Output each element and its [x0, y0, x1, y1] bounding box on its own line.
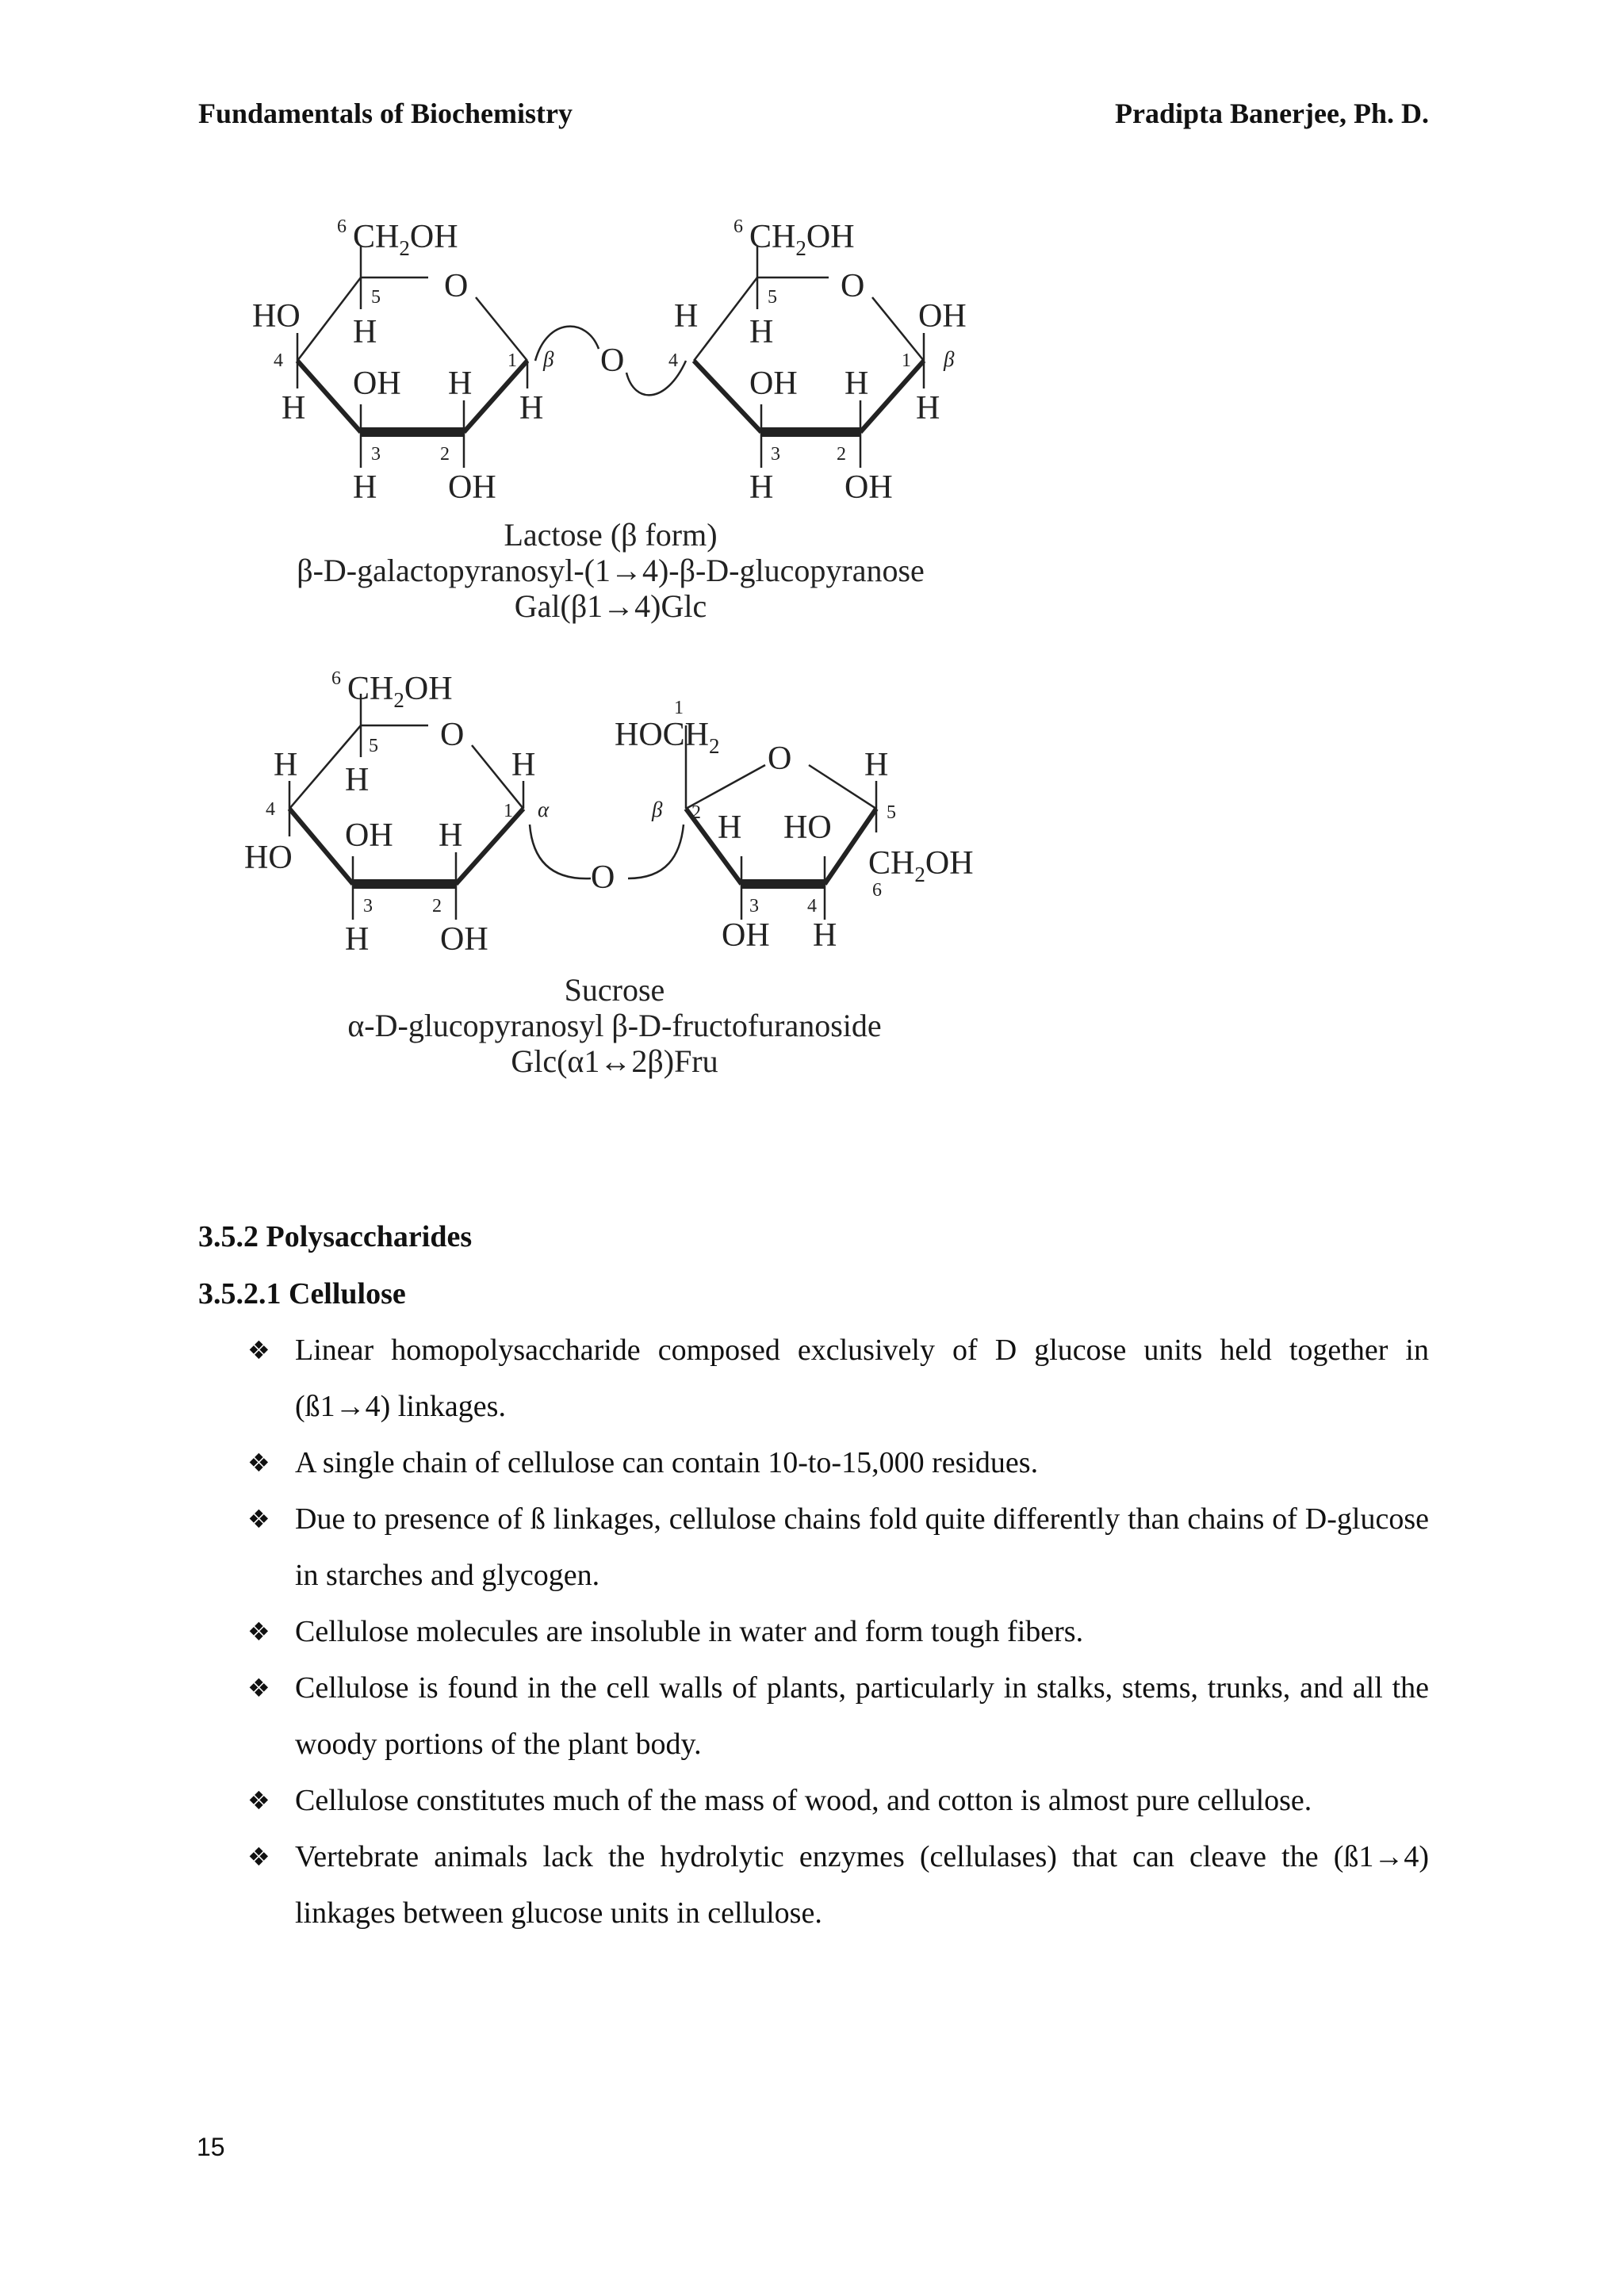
atom-label: 1	[508, 350, 517, 371]
list-item	[198, 1322, 1429, 1435]
cellulose-bullet-list	[198, 1322, 1429, 1942]
hoch2-label: $HOCH_2$	[615, 717, 720, 758]
diamond-bullet-icon: ❖	[247, 1617, 270, 1647]
ch2oh-label: $CH_2OH$	[353, 219, 458, 260]
atom-label: 4	[807, 896, 817, 916]
atom-label: OH	[440, 921, 488, 958]
atom-label: OH	[918, 298, 967, 335]
atom-label: 3	[371, 444, 381, 465]
diamond-bullet-icon: ❖	[247, 1335, 270, 1365]
sucrose-caption-systematic: α-D-glucopyranosyl β-D-fructofuranoside	[347, 1008, 882, 1043]
galactose-ring	[297, 246, 686, 468]
diamond-bullet-icon: ❖	[247, 1785, 270, 1816]
atom-label: H	[511, 747, 536, 783]
atom-label: β	[652, 798, 663, 821]
list-item	[198, 1435, 1429, 1491]
list-item-text: Cellulose constitutes much of the mass of wood, and cotton is almost pure cellulose.	[295, 1784, 1312, 1817]
atom-label: H	[448, 365, 473, 402]
list-item-text: Cellulose is found in the cell walls of plants, particularly in stalks, stems, trunks, and all the woody portions of the plant body.	[295, 1671, 1429, 1761]
atom-label: 4	[266, 799, 275, 820]
diamond-bullet-icon: ❖	[247, 1842, 270, 1872]
ch2oh-label: $CH_2OH$	[749, 219, 855, 260]
list-item	[198, 1491, 1429, 1604]
glycosidic-oxygen-label: O	[591, 859, 615, 896]
atom-label: H	[718, 809, 742, 846]
atom-label: H	[916, 390, 940, 427]
atom-label: OH	[448, 469, 496, 506]
disaccharide-structures-figure	[0, 0, 1624, 1126]
atom-label: OH	[749, 365, 798, 402]
lactose-labels	[252, 216, 967, 506]
atom-label: 4	[274, 350, 283, 371]
list-item-text: Due to presence of ß linkages, cellulose chains fold quite differently than chains of D-glucose in starches and glycogen.	[295, 1502, 1429, 1592]
header-title: Fundamentals of Biochemistry	[198, 98, 573, 129]
atom-label: OH	[722, 917, 770, 954]
atom-label: β	[543, 347, 554, 371]
atom-label: 2	[440, 444, 450, 465]
atom-label: H	[519, 390, 544, 427]
header-author: Pradipta Banerjee, Ph. D.	[1115, 98, 1429, 129]
atom-label: H	[345, 921, 370, 958]
ring-oxygen-label: O	[841, 268, 865, 304]
atom-label: H	[353, 469, 377, 506]
ch2oh-label: $CH_2OH$	[868, 845, 974, 886]
list-item-text: Linear homopolysaccharide composed exclusively of D glucose units held together in (ß1→4) linkages.	[295, 1334, 1429, 1423]
list-item	[198, 1773, 1429, 1829]
atom-label: H	[282, 390, 306, 427]
diamond-bullet-icon: ❖	[247, 1504, 270, 1534]
atom-label: β	[944, 347, 955, 371]
diamond-bullet-icon: ❖	[247, 1448, 270, 1478]
atom-label: 6	[331, 668, 341, 689]
atom-label: 1	[902, 350, 911, 371]
atom-label: 3	[749, 896, 759, 916]
atom-label: 4	[668, 350, 678, 371]
atom-label: H	[749, 469, 774, 506]
list-item-text: A single chain of cellulose can contain 10-to-15,000 residues.	[295, 1446, 1039, 1479]
atom-label: 5	[768, 287, 777, 308]
lactose-caption-name: Lactose (β form)	[504, 517, 718, 553]
atom-label: HO	[244, 840, 293, 876]
atom-label: 2	[691, 802, 701, 823]
atom-label: 1	[674, 698, 684, 718]
atom-label: 5	[369, 736, 378, 756]
atom-label: H	[439, 817, 463, 854]
ch2oh-label: $CH_2OH$	[347, 671, 453, 712]
section-heading-cellulose: 3.5.2.1 Cellulose	[198, 1277, 406, 1311]
atom-label: H	[749, 314, 774, 350]
atom-label: H	[845, 365, 869, 402]
atom-label: H	[353, 314, 377, 350]
lactose-caption-systematic: β-D-galactopyranosyl-(1→4)-β-D-glucopyranose	[297, 553, 925, 588]
sucrose-structure	[289, 694, 876, 920]
atom-label: H	[674, 298, 699, 335]
atom-label: 6	[872, 880, 882, 901]
atom-label: 6	[337, 216, 347, 237]
ring-oxygen-label: O	[768, 740, 792, 777]
glucose-ring	[694, 246, 924, 468]
ring-oxygen-label: O	[444, 268, 469, 304]
atom-label: 5	[887, 802, 896, 823]
atom-label: 1	[504, 801, 513, 821]
atom-label: α	[538, 798, 550, 821]
atom-label: OH	[845, 469, 893, 506]
list-item	[198, 1660, 1429, 1773]
list-item-text: Vertebrate animals lack the hydrolytic enzymes (cellulases) that can cleave the (ß1→4) linkages between glucose units in cellulose.	[295, 1840, 1429, 1930]
atom-label: OH	[353, 365, 401, 402]
atom-label: 3	[771, 444, 780, 465]
lactose-caption-abbreviation: Gal(β1→4)Glc	[514, 588, 707, 624]
diamond-bullet-icon: ❖	[247, 1673, 270, 1703]
page-number: 15	[197, 2133, 225, 2161]
section-heading-polysaccharides: 3.5.2 Polysaccharides	[198, 1220, 473, 1253]
atom-label: HO	[783, 809, 832, 846]
sucrose-caption-abbreviation: Glc(α1↔2β)Fru	[511, 1043, 718, 1079]
atom-label: H	[864, 747, 889, 783]
list-item-text: Cellulose molecules are insoluble in water and form tough fibers.	[295, 1615, 1084, 1648]
list-item	[198, 1829, 1429, 1942]
glycosidic-oxygen-label: O	[600, 342, 625, 379]
atom-label: H	[813, 917, 837, 954]
atom-label: 5	[371, 287, 381, 308]
atom-label: OH	[345, 817, 393, 854]
list-item	[198, 1604, 1429, 1660]
sucrose-caption-name: Sucrose	[564, 972, 665, 1008]
atom-label: 2	[432, 896, 442, 916]
atom-label: 2	[837, 444, 846, 465]
atom-label: H	[345, 762, 370, 798]
atom-label: H	[274, 747, 298, 783]
ring-oxygen-label: O	[440, 717, 465, 753]
atom-label: 3	[363, 896, 373, 916]
atom-label: HO	[252, 298, 301, 335]
atom-label: 6	[733, 216, 743, 237]
